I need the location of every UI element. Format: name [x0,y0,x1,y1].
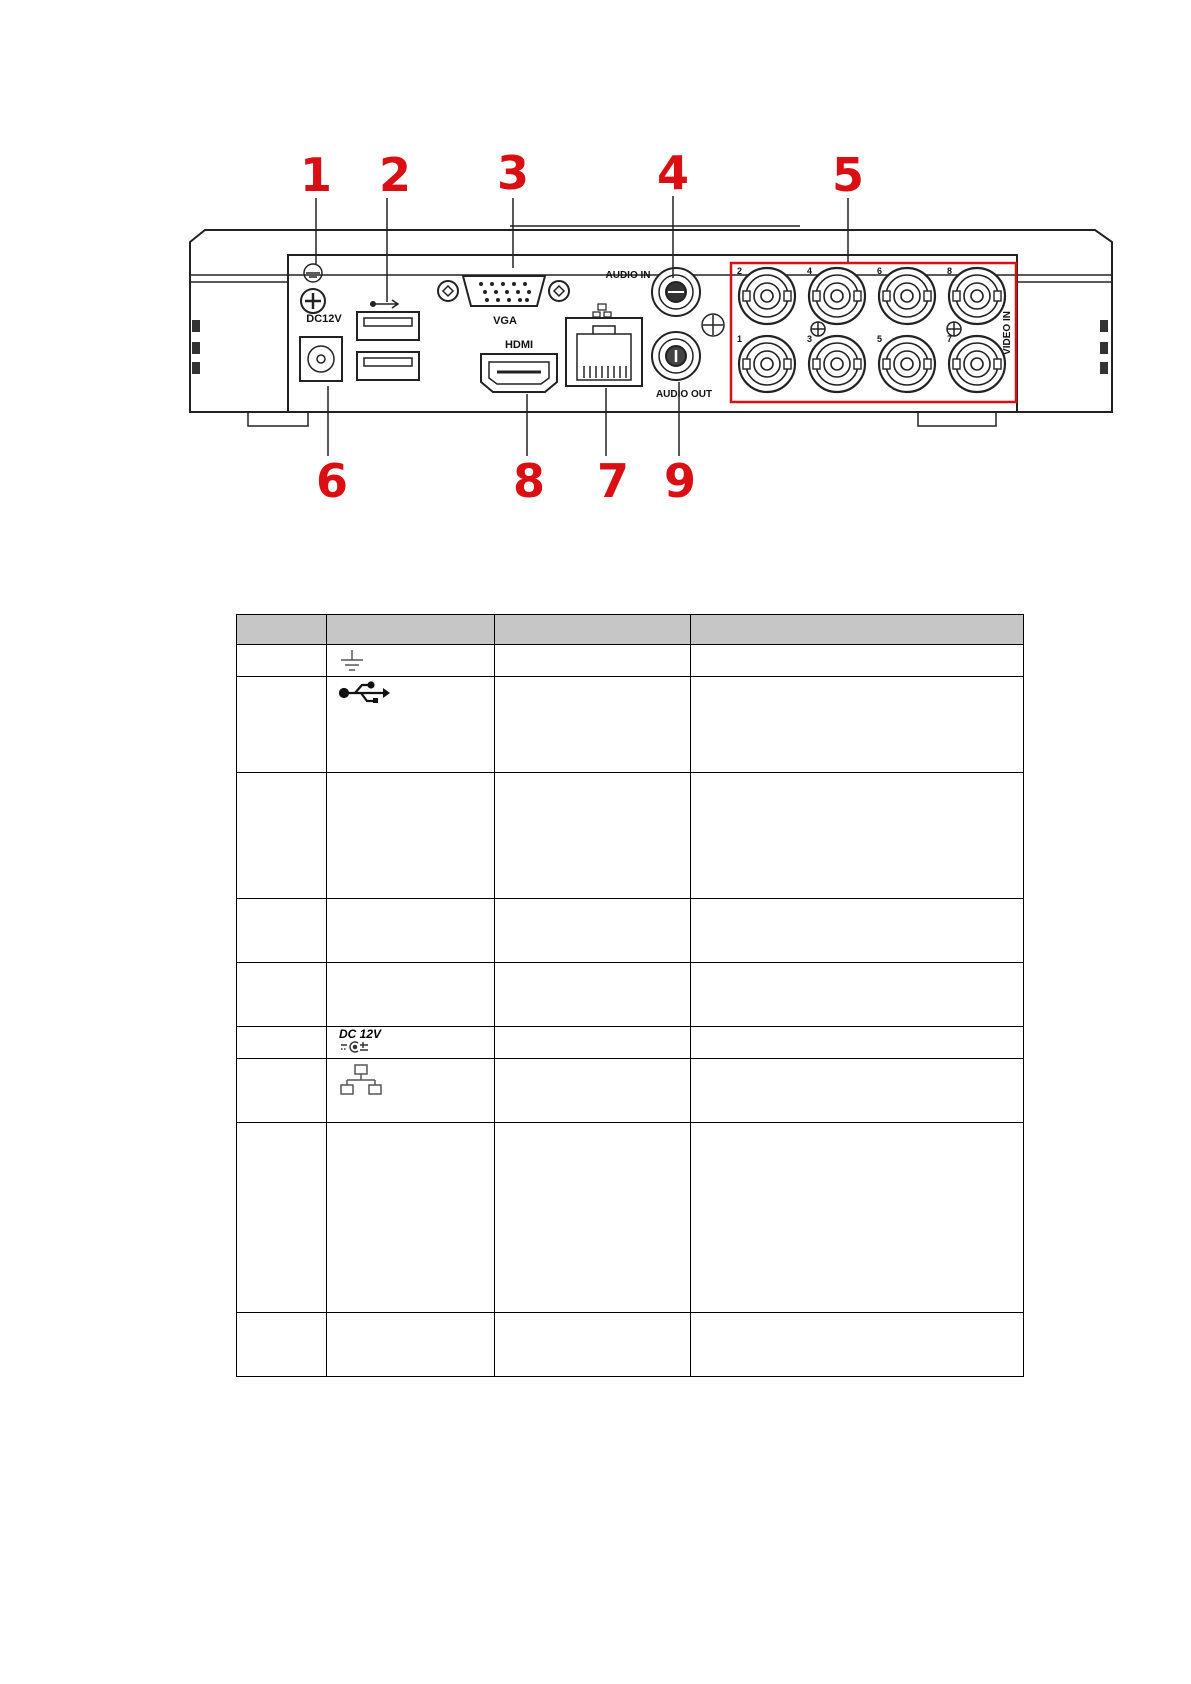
table-cell [495,899,691,963]
table-cell [237,1123,327,1313]
table-row [237,773,1024,899]
table-cell-symbol [327,1027,495,1059]
hdmi-port [481,354,557,392]
video-in-label: VIDEO IN [1002,311,1013,355]
table-cell [327,773,495,899]
table-cell [327,1123,495,1313]
table-cell [327,1313,495,1377]
callout-5: 5 [831,148,864,202]
table-cell [237,963,327,1027]
vga-label: VGA [493,315,517,327]
usb-icon [339,681,391,709]
callout-6: 6 [315,454,348,508]
table-cell [237,773,327,899]
table-cell [327,963,495,1027]
table-cell [495,1059,691,1123]
table-cell [495,1027,691,1059]
bnc-channel-number: 7 [947,334,953,344]
table-header-row [237,615,1024,645]
callout-2: 2 [378,148,411,202]
table-cell-symbol [327,1059,495,1123]
dc-label: DC12V [306,313,342,325]
table-cell [237,1027,327,1059]
rear-panel-drawing [0,0,1191,520]
table-cell [237,645,327,677]
table-cell [237,677,327,773]
table-row [237,1313,1024,1377]
table-row [237,1123,1024,1313]
bnc-channel-number: 1 [737,334,743,344]
table-cell [495,677,691,773]
table-cell [237,899,327,963]
audio-in-label: AUDIO IN [605,270,651,281]
bnc-channel-number: 6 [877,266,883,276]
dc-power-icon [339,1040,371,1054]
callout-1: 1 [299,148,332,202]
callout-9: 9 [663,454,696,508]
table-cell [495,963,691,1027]
port-description-table [236,614,1024,1377]
table-row [237,1059,1024,1123]
audio-in-port [652,268,700,316]
table-cell-symbol [327,645,495,677]
callout-4: 4 [656,146,689,200]
header-cell [327,615,495,645]
table-row [237,1027,1024,1059]
table-cell [495,773,691,899]
table-cell [495,1123,691,1313]
table-cell [691,899,1024,963]
audio-out-label: AUDIO OUT [655,389,713,400]
table-cell [495,645,691,677]
bnc-channel-number: 8 [947,266,953,276]
table-cell [691,645,1024,677]
header-cell [691,615,1024,645]
table-row [237,963,1024,1027]
dc-power-icon-label: DC 12V [339,1027,382,1041]
table-cell [691,773,1024,899]
callout-3: 3 [496,146,529,200]
table-cell [691,1059,1024,1123]
table-cell [691,1123,1024,1313]
table-cell [691,963,1024,1027]
callout-7: 7 [596,454,629,508]
bnc-channel-number: 3 [807,334,813,344]
ground-icon [339,649,365,675]
table-cell-symbol [327,677,495,773]
header-cell [495,615,691,645]
callout-8: 8 [512,454,545,508]
table-cell [691,1313,1024,1377]
bnc-channel-number: 5 [877,334,883,344]
network-icon [339,1063,383,1097]
table-cell [691,677,1024,773]
table-cell [237,1059,327,1123]
table-row [237,677,1024,773]
rear-panel-figure [0,0,1191,520]
header-cell [237,615,327,645]
table-cell [691,1027,1024,1059]
table-cell [495,1313,691,1377]
bnc-channel-number: 2 [737,266,743,276]
table-cell [237,1313,327,1377]
hdmi-label: HDMI [504,339,534,351]
table-row [237,645,1024,677]
table-row [237,899,1024,963]
table-cell [327,899,495,963]
usb-ports [357,300,419,380]
bnc-channel-number: 4 [807,266,813,276]
